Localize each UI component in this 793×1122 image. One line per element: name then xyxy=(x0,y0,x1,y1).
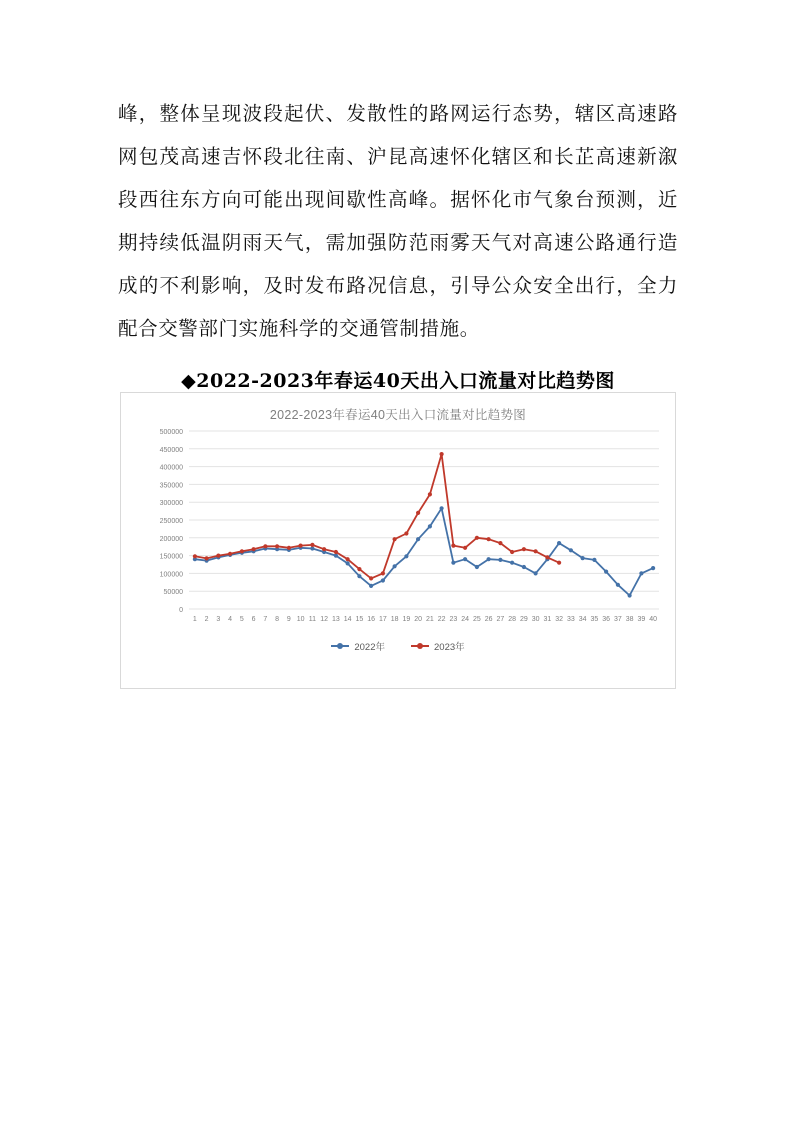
chart-y-tick-label: 300000 xyxy=(159,500,183,508)
chart-data-point xyxy=(616,583,620,587)
chart-data-point xyxy=(487,537,491,541)
chart-data-point xyxy=(475,536,479,540)
chart-data-point xyxy=(510,550,514,554)
chart-x-tick-label: 4 xyxy=(228,616,233,623)
chart-series-line-1 xyxy=(195,454,559,578)
legend-label-2022: 2022年 xyxy=(354,642,385,653)
chart-data-point xyxy=(416,537,420,541)
legend-swatch-2023 xyxy=(411,645,429,647)
chart-x-tick-label: 11 xyxy=(308,616,317,623)
chart-x-tick-label: 31 xyxy=(543,616,552,623)
chart-data-point xyxy=(557,561,561,565)
chart-data-point xyxy=(416,511,420,515)
chart-data-point xyxy=(639,571,643,575)
chart-data-point xyxy=(357,567,361,571)
chart-data-point xyxy=(228,552,232,556)
chart-svg xyxy=(121,423,677,635)
chart-data-point xyxy=(322,547,326,551)
chart-data-point xyxy=(498,558,502,562)
chart-data-point xyxy=(240,549,244,553)
chart-data-point xyxy=(534,549,538,553)
chart-data-point xyxy=(545,555,549,559)
chart-data-point xyxy=(275,544,279,548)
chart-data-point xyxy=(557,541,561,545)
chart-data-point xyxy=(404,531,408,535)
chart-x-tick-label: 12 xyxy=(320,616,329,623)
chart-data-point xyxy=(522,565,526,569)
chart-x-tick-label: 38 xyxy=(625,616,634,623)
chart-x-tick-label: 32 xyxy=(555,616,564,623)
chart-data-point xyxy=(451,561,455,565)
chart-legend xyxy=(121,639,675,653)
chart-y-tick-label: 350000 xyxy=(159,482,183,490)
chart-data-point xyxy=(534,571,538,575)
body-paragraph: 峰，整体呈现波段起伏、发散性的路网运行态势，辖区高速路网包茂高速吉怀段北往南、沪昆高速怀化辖区和长芷高速新溆段西往东方向可能出现间歇性高峰。据怀化市气象台预测，近期持续低温阴雨天气，需加强防范雨雾天气对高速公路通行造成的不利影响，及时发布路况信息，引导公众安全出行，全力配合交警部门实施科学的交通管制措施。 xyxy=(118,102,678,340)
chart-data-point xyxy=(369,584,373,588)
legend-label-2023: 2023年 xyxy=(434,642,465,653)
chart-data-point xyxy=(440,452,444,456)
chart-x-tick-label: 33 xyxy=(566,616,575,623)
chart-x-tick-label: 22 xyxy=(437,616,446,623)
chart-x-tick-label: 19 xyxy=(402,616,411,623)
chart-data-point xyxy=(252,547,256,551)
chart-x-tick-label: 28 xyxy=(508,616,517,623)
chart-x-tick-label: 37 xyxy=(613,616,622,623)
chart-data-point xyxy=(346,561,350,565)
chart-container xyxy=(120,392,676,689)
chart-data-point xyxy=(216,554,220,558)
chart-y-tick-label: 100000 xyxy=(159,571,183,579)
chart-x-tick-label: 40 xyxy=(649,616,658,623)
chart-data-point xyxy=(205,556,209,560)
chart-data-point xyxy=(334,554,338,558)
chart-y-tick-label: 0 xyxy=(179,607,183,614)
chart-x-tick-label: 30 xyxy=(531,616,540,623)
chart-series-line-0 xyxy=(195,508,653,595)
legend-swatch-2022 xyxy=(331,645,349,647)
chart-x-tick-label: 34 xyxy=(578,616,587,623)
chart-data-point xyxy=(393,537,397,541)
chart-data-point xyxy=(651,566,655,570)
chart-x-tick-label: 27 xyxy=(496,616,505,623)
chart-x-tick-label: 13 xyxy=(331,616,340,623)
chart-data-point xyxy=(357,574,361,578)
chart-x-tick-label: 2 xyxy=(204,616,209,623)
chart-data-point xyxy=(463,546,467,550)
chart-data-point xyxy=(310,543,314,547)
chart-data-point xyxy=(404,554,408,558)
chart-x-tick-label: 25 xyxy=(472,616,481,623)
chart-data-point xyxy=(428,492,432,496)
chart-x-tick-label: 26 xyxy=(484,616,493,623)
chart-x-tick-label: 36 xyxy=(602,616,611,623)
chart-x-tick-label: 9 xyxy=(286,616,291,623)
chart-x-tick-label: 3 xyxy=(216,616,221,623)
chart-data-point xyxy=(463,557,467,561)
chart-x-tick-label: 7 xyxy=(263,616,268,623)
chart-x-tick-label: 39 xyxy=(637,616,646,623)
chart-data-point xyxy=(451,544,455,548)
chart-x-tick-label: 20 xyxy=(414,616,423,623)
chart-data-point xyxy=(581,556,585,560)
chart-data-point xyxy=(263,544,267,548)
chart-x-tick-label: 35 xyxy=(590,616,599,623)
chart-data-point xyxy=(510,561,514,565)
chart-data-point xyxy=(487,557,491,561)
chart-x-tick-label: 15 xyxy=(355,616,364,623)
chart-x-tick-label: 21 xyxy=(425,616,434,623)
chart-x-tick-label: 6 xyxy=(251,616,256,623)
chart-x-tick-label: 17 xyxy=(378,616,387,623)
chart-section-heading: ◆2022-2023年春运40天出入口流量对比趋势图 xyxy=(181,370,615,392)
chart-data-point xyxy=(522,547,526,551)
chart-x-tick-label: 8 xyxy=(275,616,280,623)
chart-x-tick-label: 1 xyxy=(192,616,197,623)
chart-y-tick-label: 500000 xyxy=(159,429,183,436)
chart-data-point xyxy=(369,576,373,580)
document-body xyxy=(118,92,678,393)
chart-data-point xyxy=(498,541,502,545)
chart-y-tick-label: 50000 xyxy=(163,589,183,597)
chart-data-point xyxy=(381,571,385,575)
chart-x-tick-label: 24 xyxy=(461,616,470,623)
chart-x-tick-label: 18 xyxy=(390,616,399,623)
chart-x-tick-label: 10 xyxy=(296,616,305,623)
chart-x-tick-label: 29 xyxy=(519,616,528,623)
chart-data-point xyxy=(287,546,291,550)
chart-y-tick-label: 450000 xyxy=(159,446,183,454)
chart-y-tick-label: 400000 xyxy=(159,464,183,472)
chart-data-point xyxy=(592,558,596,562)
chart-y-tick-label: 150000 xyxy=(159,553,183,561)
chart-plot-area xyxy=(121,423,675,635)
chart-data-point xyxy=(628,593,632,597)
chart-x-tick-label: 14 xyxy=(343,616,352,623)
chart-data-point xyxy=(393,564,397,568)
chart-data-point xyxy=(440,506,444,510)
chart-data-point xyxy=(299,544,303,548)
chart-x-tick-label: 23 xyxy=(449,616,458,623)
chart-data-point xyxy=(428,524,432,528)
chart-data-point xyxy=(193,554,197,558)
chart-data-point xyxy=(475,565,479,569)
chart-x-tick-label: 5 xyxy=(239,616,244,623)
chart-data-point xyxy=(310,546,314,550)
chart-x-tick-label: 16 xyxy=(367,616,376,623)
chart-data-point xyxy=(604,570,608,574)
chart-data-point xyxy=(569,548,573,552)
chart-data-point xyxy=(346,557,350,561)
legend-item-2023 xyxy=(411,639,465,653)
chart-data-point xyxy=(381,578,385,582)
chart-data-point xyxy=(334,550,338,554)
chart-y-tick-label: 200000 xyxy=(159,535,183,543)
chart-y-tick-label: 250000 xyxy=(159,518,183,525)
legend-item-2022 xyxy=(331,639,385,653)
chart-title: 2022-2023年春运40天出入口流量对比趋势图 xyxy=(269,408,527,422)
